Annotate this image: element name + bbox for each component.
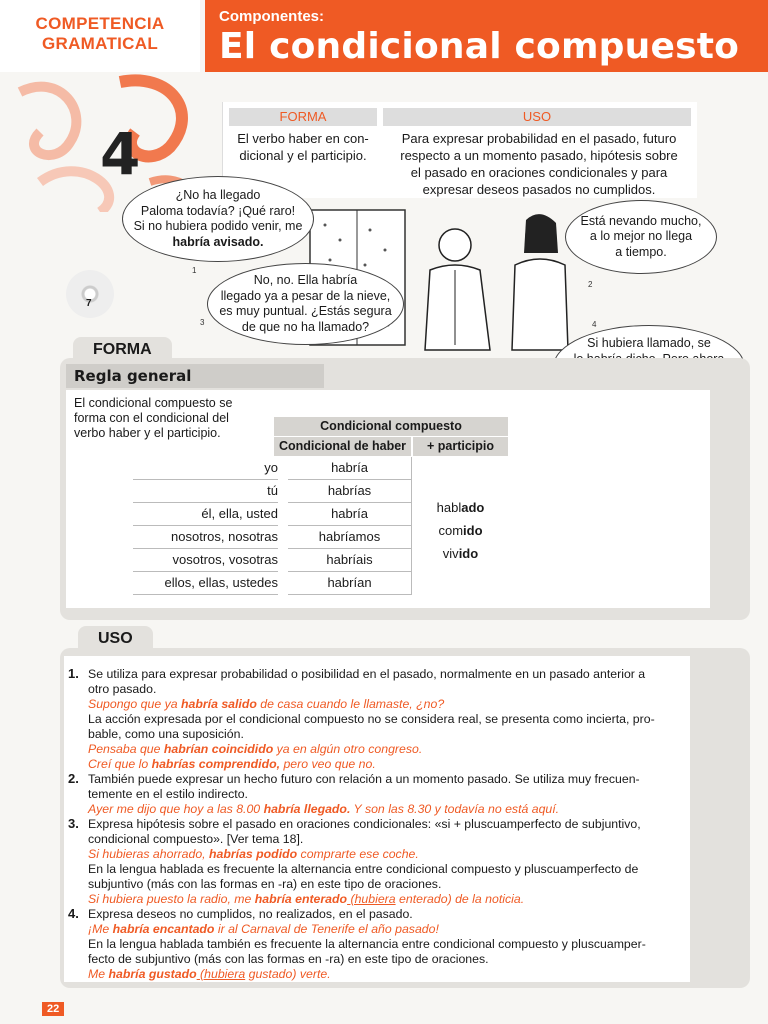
uso-summary: Para expresar probabilidad en el pasado, futuro respecto a un momento pasado, hipótesis sobre el pasado en oraciones condicionales y para expresar deseos pasados no cumplidos. xyxy=(400,131,678,197)
uso-item-2-number: 2. xyxy=(68,771,79,786)
panel-number-1: 1 xyxy=(192,266,197,275)
panel-number-2: 2 xyxy=(588,280,593,289)
page-subtitle: Componentes: xyxy=(219,8,324,25)
cd-track-number: 7 xyxy=(86,298,92,309)
title-banner xyxy=(205,0,768,72)
table-col-participio: + participio xyxy=(413,437,508,456)
form-habrias: habrías xyxy=(288,480,411,503)
speech-bubble-4: Si hubiera llamado, se xyxy=(553,325,745,409)
speech-bubble-1: ¿No ha llegado Paloma todavía? ¡Qué raro! Si no hubiera podido venir, me habría avisado. xyxy=(122,176,314,262)
pronoun-nosotros: nosotros, nosotras xyxy=(133,526,278,549)
table-divider xyxy=(411,457,412,595)
panel-number-3: 3 xyxy=(200,318,205,327)
page-number: 22 xyxy=(42,1002,64,1016)
example-3b: Si hubiera puesto la radio, me habría enterado (hubiera enterado) de la noticia. xyxy=(88,892,525,906)
forma-intro: El condicional compuesto se forma con el condicional del verbo haber y el participio. xyxy=(74,396,233,440)
category-line-1: COMPETENCIA xyxy=(35,14,165,33)
form-habria-el: habría xyxy=(288,503,411,526)
form-habriamos: habríamos xyxy=(288,526,411,549)
example-1b: Pensaba que habrían coincidido ya en algún otro congreso. xyxy=(88,742,423,756)
participle-examples: hablado comido vivido xyxy=(436,500,485,561)
speech-bubble-3: No, no. Ella habría llegado ya a pesar de la nieve, es muy puntual. ¿Estás segura de que no ha llamado? xyxy=(207,263,404,345)
regla-general-heading: Regla general xyxy=(66,364,324,388)
pronoun-tu: tú xyxy=(133,480,278,503)
panel-number-4: 4 xyxy=(592,320,597,329)
uso-heading: USO xyxy=(383,108,691,126)
page-title: El condicional compuesto xyxy=(219,26,740,67)
pronoun-el: él, ella, usted xyxy=(133,503,278,526)
forma-heading: FORMA xyxy=(229,108,377,126)
category-line-2: GRAMATICAL xyxy=(42,34,158,53)
uso-item-2: También puede expresar un hecho futuro con relación a un momento pasado. Se utiliza muy frecuen- temente en el estilo indirecto. Ayer me dijo que hoy a las 8.00 habría llegado. Y son las 8.30 y todavía no está aquí. xyxy=(88,772,683,817)
uso-item-4: Expresa deseos no cumplidos, no realizados, en el pasado. ¡Me habría encantado ir al Carnaval de Tenerife el año pasado! En la lengua hablada también es frecuente la alternancia entre condicional compuesto y pluscuamper- fecto de subjuntivo (más con las formas en -ra) en este tipo de oraciones. Me habría gustado (hubiera gustado) verte. xyxy=(88,907,683,982)
uso-item-1-number: 1. xyxy=(68,666,79,681)
example-1c: Creí que lo habrías comprendido, pero veo que no. xyxy=(88,757,376,771)
pronoun-ellos: ellos, ellas, ustedes xyxy=(133,572,278,595)
example-2: Ayer me dijo que hoy a las 8.00 habría llegado. Y son las 8.30 y todavía no está aquí. xyxy=(88,802,560,816)
forma-uso-summary xyxy=(222,102,697,198)
pronoun-vosotros: vosotros, vosotras xyxy=(133,549,278,572)
forma-section-tab: FORMA xyxy=(73,337,172,363)
example-3a: Si hubieras ahorrado, habrías podido comprarte ese coche. xyxy=(88,847,419,861)
uso-item-3-number: 3. xyxy=(68,816,79,831)
unit-number: 4 xyxy=(100,120,141,188)
forma-summary: El verbo haber en con- dicional y el participio. xyxy=(237,131,369,163)
table-title: Condicional compuesto xyxy=(274,417,508,436)
form-habria-yo: habría xyxy=(288,457,411,480)
form-habrian: habrían xyxy=(288,572,411,595)
uso-item-4-number: 4. xyxy=(68,906,79,921)
example-4a: ¡Me habría encantado ir al Carnaval de Tenerife el año pasado! xyxy=(88,922,439,936)
form-habriais: habríais xyxy=(288,549,411,572)
uso-section-tab: USO xyxy=(78,626,153,652)
example-1a: Supongo que ya habría salido de casa cuando le llamaste, ¿no? xyxy=(88,697,445,711)
table-col-haber: Condicional de haber xyxy=(274,437,411,456)
uso-item-1: Se utiliza para expresar probabilidad o posibilidad en el pasado, normalmente en un pasado anterior a otro pasado. Supongo que ya habría salido de casa cuando le llamaste, ¿no? La acción expresada por el condicional compuesto no se considera real, se presenta como incierta, pro- bable, como una suposición. Pensaba que habrían coincidido ya en algún otro congreso. Creí que lo habrías comprendido, pero veo que no. xyxy=(88,667,683,772)
speech-bubble-2: Está nevando mucho, a lo mejor no llega a tiempo. xyxy=(565,200,717,274)
pronoun-yo: yo xyxy=(133,457,278,480)
example-4b: Me habría gustado (hubiera gustado) verte. xyxy=(88,967,331,981)
uso-item-3: Expresa hipótesis sobre el pasado en oraciones condicionales: «si + pluscuamperfecto de subjuntivo, condicional compuesto». [Ver tema 18]. Si hubieras ahorrado, habrías podido comprarte ese coche. En la lengua hablada es frecuente la alternancia entre condicional compuesto y pluscuamperfecto de subjuntivo (más con las formas en -ra) en este tipo de oraciones. Si hubiera puesto la radio, me habría enterado (hubiera enterado) de la noticia. xyxy=(88,817,683,907)
audio-cd-icon[interactable] xyxy=(66,270,114,318)
category-label xyxy=(0,0,200,72)
